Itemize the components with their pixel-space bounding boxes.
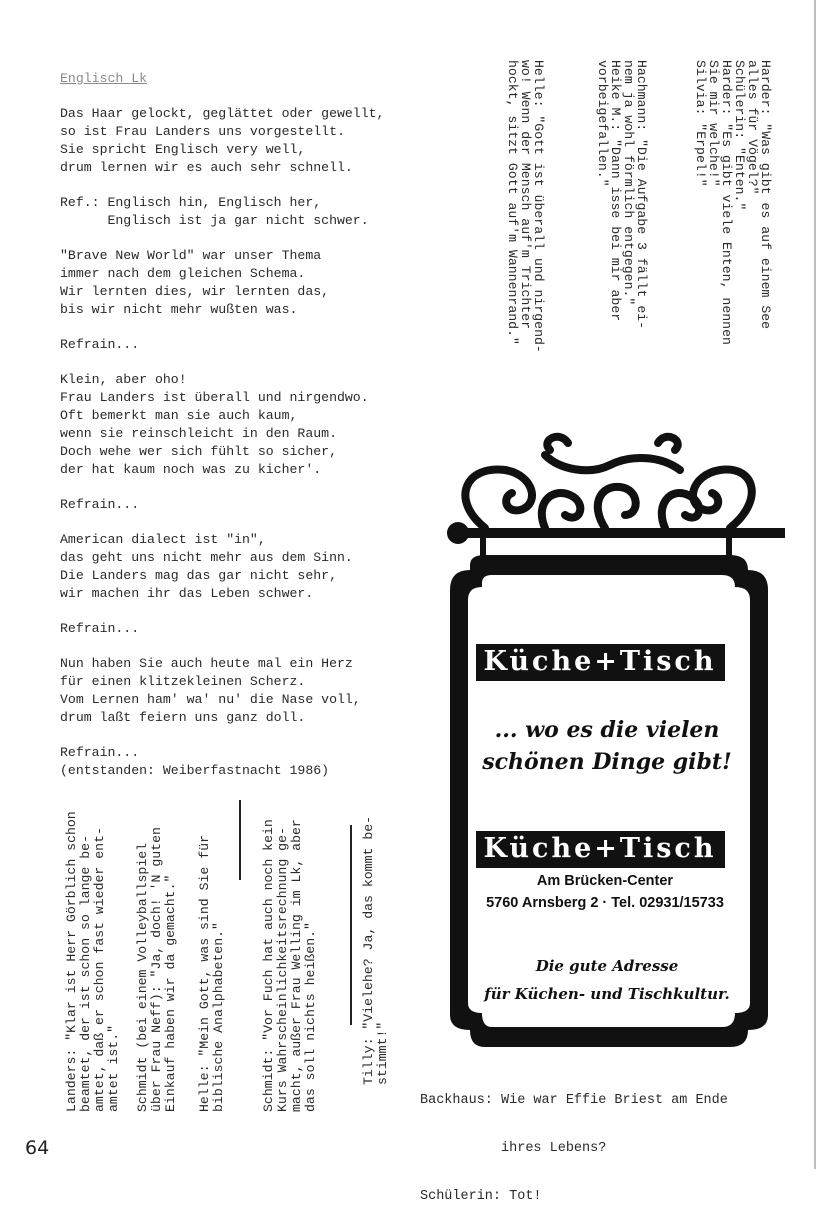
poem-line: Vom Lernen ham' wa' nu' die Nase voll,	[60, 692, 361, 707]
dialog-line: Harder: "Es gibt viele Enten, nennen	[719, 60, 734, 345]
dialog-tilly	[362, 816, 390, 1085]
dialog-line: alles für Vögel?"	[745, 60, 760, 195]
dialog-line: Backhaus: Wie war Effie Briest am Ende	[420, 1093, 728, 1108]
poem-refrain	[60, 194, 460, 230]
dialog-line: macht, außer Frau Welling im Lk, aber	[289, 819, 304, 1112]
dialog-line: Kurs Wahrscheinlichkeitsrechnung ge-	[275, 827, 290, 1112]
dialog-line: Helle: "Mein Gott, was sind Sie für	[197, 835, 212, 1112]
poem-line: Klein, aber oho!	[60, 372, 187, 387]
page-edge	[814, 0, 816, 1169]
poem-line: wenn sie reinschleicht in den Raum.	[60, 426, 337, 441]
ad-logo-top	[465, 644, 735, 681]
dialog-line: amtet, daß er schon fast wieder ent-	[92, 827, 107, 1112]
dialog-landers	[65, 811, 121, 1112]
poem-line: Nun haben Sie auch heute mal ein Herz	[60, 656, 353, 671]
poem-line: drum laßt feiern uns ganz doll.	[60, 710, 306, 725]
dialog-line: über Frau Neff): "Ja, doch! 'N guten	[149, 827, 164, 1112]
ad-tagline-line: für Küchen- und Tischkultur.	[484, 985, 730, 1003]
poem-line: Refrain...	[60, 337, 140, 352]
poem-line: Oft bemerkt man sie auch kaum,	[60, 408, 298, 423]
dialog-line: Schülerin: "Enten."	[732, 60, 747, 211]
poem-ending	[60, 744, 460, 780]
dialog-line: das soll nichts heißen."	[303, 922, 318, 1112]
poem-line: der hat kaum noch was zu kicher'.	[60, 462, 322, 477]
dialog-hachmann	[596, 60, 648, 329]
poem-line: Refrain...	[60, 497, 140, 512]
ad-slogan-line: schönen Dinge gibt!	[482, 749, 732, 775]
dialog-backhaus	[420, 1061, 728, 1221]
dialog-line: stimmt!"	[375, 1021, 390, 1085]
poem-line: Die Landers mag das gar nicht sehr,	[60, 568, 337, 583]
dialog-helle-bibel	[198, 835, 226, 1112]
poem-line: (entstanden: Weiberfastnacht 1986)	[60, 763, 330, 778]
page-number: 64	[25, 1137, 50, 1159]
ad-slogan-line: ... wo es die vielen	[494, 717, 720, 743]
dialog-line: Helle: "Gott ist überall und nirgend-	[531, 60, 546, 353]
ornament-icon	[465, 437, 751, 528]
dialog-line: vorbeigefallen."	[595, 60, 610, 187]
dialog-line: biblische Analphabeten."	[211, 922, 226, 1112]
dialog-line: wo! Wenn der Mensch auf'm Trichter	[518, 60, 533, 330]
poem-refrain-marker	[60, 336, 460, 354]
dialog-helle-gott	[506, 60, 545, 353]
poem-line: so ist Frau Landers uns vorgestellt.	[60, 124, 345, 139]
dialog-line: ihres Lebens?	[420, 1141, 607, 1156]
poem-line: Frau Landers ist überall und nirgendwo.	[60, 390, 369, 405]
poem-refrain-marker	[60, 620, 460, 638]
dialog-line: Hachmann: "Die Aufgabe 3 fällt ei-	[634, 60, 649, 330]
ad-tagline-line: Die gute Adresse	[535, 957, 679, 975]
poem-line: Wir lernten dies, wir lernten das,	[60, 284, 330, 299]
poem-line: Das Haar gelockt, geglättet oder gewellt,	[60, 106, 385, 121]
separator-line	[350, 825, 352, 1025]
poem-line: Englisch ist ja gar nicht schwer.	[60, 213, 369, 228]
dialog-line: hockt, sitzt Gott auf'm Wannenrand."	[505, 60, 520, 345]
dialog-line: Schmidt (bei einem Volleyballspiel	[135, 842, 150, 1112]
dialog-line: Tilly: "Vielehe? Ja, das kommt be-	[361, 815, 376, 1085]
poem-line: Refrain...	[60, 621, 140, 636]
ad-address-line: 5760 Arnsberg 2 · Tel. 02931/15733	[486, 895, 724, 911]
dialog-schmidt-volleyball	[136, 827, 178, 1112]
poem-line: drum lernen wir es auch sehr schnell.	[60, 160, 353, 175]
poem-line: Ref.: Englisch hin, Englisch her,	[60, 195, 322, 210]
dialog-line: beamtet, der ist schon so lange be-	[78, 835, 93, 1112]
poem-line: immer nach dem gleichen Schema.	[60, 266, 306, 281]
ad-logo-bottom	[465, 831, 735, 868]
poem-line: bis wir nicht mehr wußten was.	[60, 302, 298, 317]
dialog-line: Schmidt: "Vor Fuch hat auch noch kein	[261, 819, 276, 1112]
sign-bar-knob	[447, 522, 469, 544]
dialog-line: Sie mir welche!"	[706, 60, 721, 187]
separator-line	[239, 800, 241, 880]
poem-line: Doch wehe wer sich fühlt so sicher,	[60, 444, 337, 459]
ad-address-line: Am Brücken-Center	[536, 873, 674, 889]
dialog-line: Silvia: "Erpel!"	[693, 60, 708, 187]
poem-line: "Brave New World" war unser Thema	[60, 248, 322, 263]
dialog-line: Harder: "Was gibt es auf einem See	[758, 60, 773, 330]
poem	[60, 70, 460, 797]
poem-line: das geht uns nicht mehr aus dem Sinn.	[60, 550, 353, 565]
poem-stanza-1	[60, 105, 460, 177]
dialog-line: Schülerin: Tot!	[420, 1189, 542, 1204]
poem-title: Englisch Lk	[60, 71, 148, 86]
poem-refrain-marker	[60, 496, 460, 514]
dialog-harder	[694, 60, 772, 345]
dialog-schmidt-kurs	[262, 819, 318, 1112]
ad-address	[455, 870, 755, 914]
poem-line: Sie spricht Englisch very well,	[60, 142, 306, 157]
poem-title-block	[60, 70, 460, 88]
dialog-line: Einkauf haben wir da gemacht."	[163, 874, 178, 1112]
poem-stanza-2	[60, 247, 460, 319]
poem-line: Refrain...	[60, 745, 140, 760]
dialog-line: amtet ist."	[106, 1024, 121, 1112]
poem-stanza-5	[60, 655, 460, 727]
ad-tagline	[462, 952, 752, 1008]
poem-stanza-4	[60, 531, 460, 603]
poem-stanza-3	[60, 371, 460, 479]
poem-line: American dialect ist "in",	[60, 532, 266, 547]
dialog-line: Heike M.: "Dann isse bei mir aber	[608, 60, 623, 322]
poem-line: wir machen ihr das Leben schwer.	[60, 586, 314, 601]
ad-logo-text: Küche+Tisch	[476, 831, 725, 868]
sign-bar	[455, 528, 785, 538]
ad-logo-text: Küche+Tisch	[476, 644, 725, 681]
dialog-line: nem ja wohl förmlich entgegen."	[621, 60, 636, 306]
poem-line: für einen klitzekleinen Scherz.	[60, 674, 306, 689]
ad-slogan	[462, 714, 752, 778]
dialog-line: Landers: "Klar ist Herr Görblich schon	[64, 811, 79, 1112]
